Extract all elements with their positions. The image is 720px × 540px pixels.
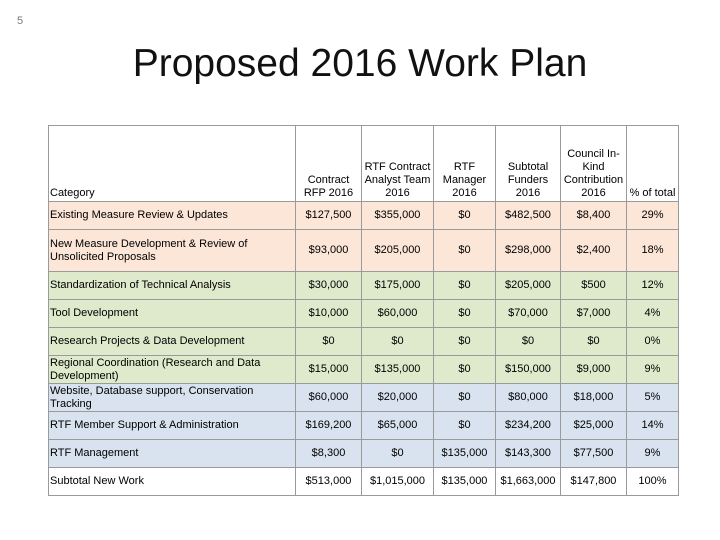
cell-council-in-kind: $7,000 <box>561 300 627 328</box>
header-analyst-team: RTF Contract Analyst Team 2016 <box>362 126 434 202</box>
header-council-in-kind: Council In-Kind Contribution 2016 <box>561 126 627 202</box>
cell-rtf-manager: $135,000 <box>434 440 496 468</box>
cell-rtf-manager: $135,000 <box>434 468 496 496</box>
cell-subtotal-funders: $0 <box>496 328 561 356</box>
table-header-row <box>49 126 679 202</box>
cell-percent-total: 18% <box>627 230 679 272</box>
cell-analyst-team: $355,000 <box>362 202 434 230</box>
cell-contract-rfp: $0 <box>296 328 362 356</box>
cell-analyst-team: $205,000 <box>362 230 434 272</box>
cell-council-in-kind: $9,000 <box>561 356 627 384</box>
cell-analyst-team: $60,000 <box>362 300 434 328</box>
cell-council-in-kind: $8,400 <box>561 202 627 230</box>
row-category: RTF Member Support & Administration <box>49 412 296 440</box>
cell-analyst-team: $20,000 <box>362 384 434 412</box>
slide-number: 5 <box>17 15 24 27</box>
cell-subtotal-funders: $143,300 <box>496 440 561 468</box>
header-subtotal-funders: Subtotal Funders 2016 <box>496 126 561 202</box>
cell-analyst-team: $135,000 <box>362 356 434 384</box>
cell-percent-total: 12% <box>627 272 679 300</box>
table-row <box>49 202 679 230</box>
cell-contract-rfp: $127,500 <box>296 202 362 230</box>
slide-title: Proposed 2016 Work Plan <box>132 42 588 85</box>
cell-council-in-kind: $0 <box>561 328 627 356</box>
cell-rtf-manager: $0 <box>434 356 496 384</box>
table-row <box>49 356 679 384</box>
table-row <box>49 328 679 356</box>
cell-contract-rfp: $169,200 <box>296 412 362 440</box>
row-category: Website, Database support, Conservation Tracking <box>49 384 296 412</box>
cell-percent-total: 9% <box>627 440 679 468</box>
cell-contract-rfp: $10,000 <box>296 300 362 328</box>
cell-contract-rfp: $30,000 <box>296 272 362 300</box>
row-category: Research Projects & Data Development <box>49 328 296 356</box>
cell-subtotal-funders: $150,000 <box>496 356 561 384</box>
table-row <box>49 272 679 300</box>
row-category: Regional Coordination (Research and Data Development) <box>49 356 296 384</box>
cell-contract-rfp: $15,000 <box>296 356 362 384</box>
cell-rtf-manager: $0 <box>434 384 496 412</box>
cell-rtf-manager: $0 <box>434 300 496 328</box>
cell-council-in-kind: $25,000 <box>561 412 627 440</box>
cell-subtotal-funders: $1,663,000 <box>496 468 561 496</box>
table-row <box>49 412 679 440</box>
work-plan-table <box>48 125 679 496</box>
cell-subtotal-funders: $70,000 <box>496 300 561 328</box>
row-category: Subtotal New Work <box>49 468 296 496</box>
cell-percent-total: 29% <box>627 202 679 230</box>
cell-percent-total: 100% <box>627 468 679 496</box>
cell-subtotal-funders: $482,500 <box>496 202 561 230</box>
cell-rtf-manager: $0 <box>434 230 496 272</box>
cell-council-in-kind: $147,800 <box>561 468 627 496</box>
row-category: Standardization of Technical Analysis <box>49 272 296 300</box>
header-category: Category <box>49 126 296 202</box>
table-row-total <box>49 468 679 496</box>
cell-analyst-team: $1,015,000 <box>362 468 434 496</box>
cell-contract-rfp: $60,000 <box>296 384 362 412</box>
cell-contract-rfp: $8,300 <box>296 440 362 468</box>
row-category: RTF Management <box>49 440 296 468</box>
cell-rtf-manager: $0 <box>434 202 496 230</box>
cell-subtotal-funders: $234,200 <box>496 412 561 440</box>
row-category: New Measure Development & Review of Unsolicited Proposals <box>49 230 296 272</box>
cell-subtotal-funders: $298,000 <box>496 230 561 272</box>
cell-percent-total: 9% <box>627 356 679 384</box>
table-row <box>49 300 679 328</box>
cell-council-in-kind: $18,000 <box>561 384 627 412</box>
cell-percent-total: 5% <box>627 384 679 412</box>
cell-percent-total: 4% <box>627 300 679 328</box>
cell-council-in-kind: $77,500 <box>561 440 627 468</box>
cell-subtotal-funders: $80,000 <box>496 384 561 412</box>
cell-analyst-team: $175,000 <box>362 272 434 300</box>
cell-contract-rfp: $513,000 <box>296 468 362 496</box>
cell-analyst-team: $0 <box>362 440 434 468</box>
cell-subtotal-funders: $205,000 <box>496 272 561 300</box>
cell-percent-total: 14% <box>627 412 679 440</box>
cell-rtf-manager: $0 <box>434 412 496 440</box>
table-row <box>49 384 679 412</box>
cell-analyst-team: $65,000 <box>362 412 434 440</box>
table-row <box>49 230 679 272</box>
table-row <box>49 440 679 468</box>
cell-council-in-kind: $500 <box>561 272 627 300</box>
row-category: Tool Development <box>49 300 296 328</box>
cell-council-in-kind: $2,400 <box>561 230 627 272</box>
cell-contract-rfp: $93,000 <box>296 230 362 272</box>
cell-rtf-manager: $0 <box>434 328 496 356</box>
cell-percent-total: 0% <box>627 328 679 356</box>
row-category: Existing Measure Review & Updates <box>49 202 296 230</box>
header-contract-rfp: Contract RFP 2016 <box>296 126 362 202</box>
cell-rtf-manager: $0 <box>434 272 496 300</box>
cell-analyst-team: $0 <box>362 328 434 356</box>
header-percent-total: % of total <box>627 126 679 202</box>
header-rtf-manager: RTF Manager 2016 <box>434 126 496 202</box>
